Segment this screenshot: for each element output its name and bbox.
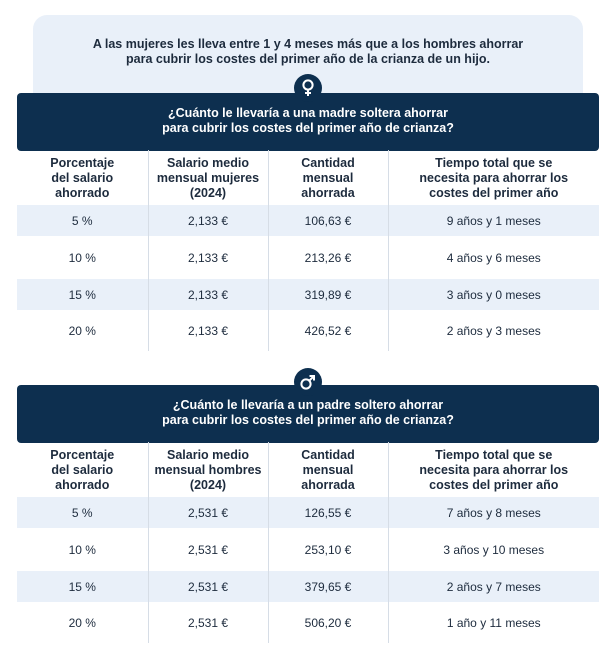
table-cell: 426,52 €: [268, 310, 388, 351]
column-header: Cantidad mensual ahorrada: [268, 150, 388, 205]
table-cell: 9 años y 1 meses: [388, 205, 599, 236]
section-title-line-1: ¿Cuánto le llevaría a una madre soltera ahorrar: [168, 106, 448, 120]
section-title-line-2: para cubrir los costes del primer año de crianza?: [162, 121, 454, 135]
column-header: Cantidad mensual ahorrada: [268, 442, 388, 497]
table-cell: 126,55 €: [268, 497, 388, 528]
table-row: [17, 279, 599, 310]
table-cell: 1 año y 11 meses: [388, 602, 599, 643]
column-header: Tiempo total que se necesita para ahorrar los costes del primer año: [388, 442, 599, 497]
father-table: [17, 442, 599, 643]
table-cell: 4 años y 6 meses: [388, 236, 599, 279]
female-symbol-icon: [294, 74, 322, 102]
table-row: [17, 310, 599, 351]
table-cell: 10 %: [68, 542, 96, 557]
table-cell: 379,65 €: [268, 571, 388, 602]
column-header: Salario medio mensual mujeres (2024): [148, 150, 268, 205]
table-cell: 20 %: [68, 615, 96, 630]
table-header-row: [17, 442, 599, 497]
column-header: Tiempo total que se necesita para ahorrar los costes del primer año: [388, 150, 599, 205]
table-cell: 20 %: [68, 323, 96, 338]
table-cell: 3 años y 10 meses: [388, 528, 599, 571]
male-symbol-icon: [294, 368, 322, 396]
table-cell: 7 años y 8 meses: [388, 497, 599, 528]
section-title-line-1: ¿Cuánto le llevaría a un padre soltero ahorrar: [172, 398, 444, 412]
intro-text: [33, 37, 583, 67]
table-cell: 5 %: [17, 497, 148, 528]
table-row: [17, 602, 599, 643]
table-cell: 2,133 €: [148, 205, 268, 236]
table-cell: 2,133 €: [148, 310, 268, 351]
table-cell: 319,89 €: [268, 279, 388, 310]
table-cell: 2,531 €: [148, 497, 268, 528]
table-cell: 2,531 €: [148, 571, 268, 602]
table-cell: 2,531 €: [148, 528, 268, 571]
table-row: [17, 528, 599, 571]
table-cell: 15 %: [17, 279, 148, 310]
table-cell: 2,133 €: [148, 279, 268, 310]
intro-line-2: para cubrir los costes del primer año de la crianza de un hijo.: [126, 52, 490, 66]
table-row: [17, 236, 599, 279]
table-cell: 10 %: [68, 250, 96, 265]
table-cell: 506,20 €: [268, 602, 388, 643]
table-cell: 106,63 €: [268, 205, 388, 236]
column-header: Porcentaje del salario ahorrado: [50, 156, 115, 200]
table-cell: 3 años y 0 meses: [388, 279, 599, 310]
column-header: Salario medio mensual hombres (2024): [148, 442, 268, 497]
mother-table: [17, 150, 599, 351]
table-cell: 2,133 €: [148, 236, 268, 279]
table-cell: 253,10 €: [268, 528, 388, 571]
table-cell: 2 años y 3 meses: [388, 310, 599, 351]
table-row: [17, 571, 599, 602]
table-header-row: [17, 150, 599, 205]
table-cell: 2 años y 7 meses: [388, 571, 599, 602]
table-cell: 15 %: [17, 571, 148, 602]
table-row: [17, 497, 599, 528]
table-row: [17, 205, 599, 236]
column-header: Porcentaje del salario ahorrado: [50, 448, 115, 492]
table-cell: 2,531 €: [148, 602, 268, 643]
table-cell: 5 %: [17, 205, 148, 236]
table-cell: 213,26 €: [268, 236, 388, 279]
intro-line-1: A las mujeres les lleva entre 1 y 4 meses más que a los hombres ahorrar: [92, 37, 524, 51]
section-title-line-2: para cubrir los costes del primer año de crianza?: [162, 413, 454, 427]
